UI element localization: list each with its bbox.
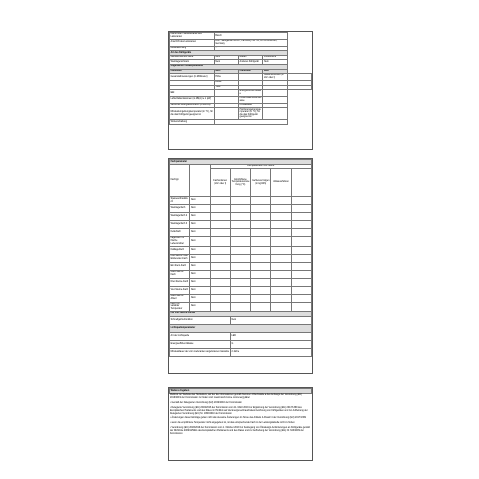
general-row — [170, 120, 312, 125]
extra-label: Schnellgefrierfunktion — [170, 316, 231, 324]
extra-label: Energieeffizienzklasse — [170, 340, 231, 348]
general-row — [170, 96, 312, 103]
row-cell: Weinlagerschrank — [170, 60, 215, 65]
compartment-value: Nein — [190, 221, 210, 229]
row-cell — [214, 96, 238, 103]
row-cell: Bauart — [239, 55, 263, 60]
four-star-section-title: Für Vier-Sterne-Fächer — [170, 311, 312, 316]
additional-info-text — [169, 394, 312, 439]
compartment-value: Nein — [190, 294, 210, 302]
row-cell: Nein — [214, 55, 238, 60]
compartment-row — [170, 197, 312, 205]
row-cell — [263, 90, 287, 97]
compartment-value: Nein — [190, 246, 210, 254]
general-parameters-table — [169, 32, 312, 125]
row-cell: Energieeffizienzklasse — [239, 90, 262, 95]
row-cell — [214, 90, 238, 97]
col-fachtyp: Fachtyp — [170, 164, 190, 197]
row-label: Winterschaltung — [170, 120, 215, 125]
compartment-name: Kaltlagerfach — [170, 246, 190, 254]
row-value: Bosch — [214, 33, 287, 40]
compartment-value: Nein — [190, 270, 210, 278]
row-cell: Höhe — [214, 74, 238, 81]
product-info-sheet-compartments — [168, 158, 313, 374]
row-cell: Geräuscharmes Gerät — [170, 55, 215, 60]
compartment-value: Nein — [190, 213, 210, 221]
info-paragraph: • Gemäß der Delegierten Verordnung (EU) 2019/2016 der Kommission — [170, 401, 242, 404]
compartment-name: Weinlagerfach — [170, 205, 190, 213]
compartment-name: Speiseschrankfach — [170, 197, 190, 205]
row-value: BSH Hausgeräte GmbH, Carl-Wery-Str. 34, 81739 München, Germany — [214, 39, 287, 46]
col-temperature: Empfohlene Temperatureinstellung (°C) — [230, 169, 250, 197]
row-cell — [214, 108, 238, 120]
row-cell: Tiefe — [214, 85, 238, 90]
row-value — [214, 120, 287, 125]
row-label: Modellkennung — [170, 46, 215, 51]
extra-row — [170, 316, 312, 324]
row-cell: Nein — [263, 60, 287, 65]
compartment-row — [170, 205, 312, 213]
row-cell: Parameter — [239, 69, 263, 74]
row-cell: Gesamtvolumen (in dm³ oder l) — [263, 74, 287, 81]
row-cell: Luftschallemissionsklasse — [239, 97, 262, 102]
extra-row — [170, 332, 312, 340]
extra-value: G — [230, 340, 311, 348]
row-cell — [239, 74, 263, 81]
row-cell — [287, 74, 311, 81]
general-row — [170, 108, 312, 120]
compartment-section-title: Fachparameter — [170, 160, 312, 165]
extra-row — [170, 340, 312, 348]
info-paragraph: Weblink zur Website des Herstellers, auf der die Informationen gemäß Nummer 4 Buchstabe a des Anhangs der Verordnung (EU) 2019/2019 der Kommission zu finden sind: www.bosch-home.com/energylabel — [170, 394, 302, 400]
row-cell: Klimaklasse — [239, 103, 263, 108]
row-label: Name oder Handelsmarke des Lieferanten — [170, 33, 215, 40]
general-row — [170, 33, 312, 40]
col-freezing: Gefriervermögen (in kg/24h) — [251, 169, 271, 197]
compartment-parameters-table — [169, 159, 312, 357]
extra-value: LED — [230, 332, 311, 340]
compartment-value: Nein — [190, 229, 210, 237]
extra-row — [170, 348, 312, 356]
row-cell: Höchstumgebungstemperatur (in °C), für die das Kühlgerät geeignet ist — [239, 108, 263, 120]
compartment-row — [170, 278, 312, 286]
general-row — [170, 90, 312, 97]
row-cell: Jährlicher Energieverbrauch (in kWh/a) — [170, 103, 215, 108]
row-cell — [263, 108, 287, 120]
general-row — [170, 39, 312, 46]
row-cell: Mindestumgebungstemperatur (in °C), für die das Kühlgerät geeignet ist — [170, 108, 215, 120]
compartment-row — [170, 270, 312, 278]
row-cell — [287, 85, 311, 90]
compartment-value: Nein — [190, 237, 210, 246]
row-cell: Freistehend — [263, 55, 287, 60]
info-paragraph: • Änderungen dieser Einträge gelten nicht als relevante Änderungen im Sinne des Artikels 4 Absatz 4 der Verordnung (EU) 2017/1369 — [170, 417, 306, 420]
extra-value: Nein — [230, 316, 311, 324]
row-cell: EEI — [170, 90, 215, 97]
general-row — [170, 74, 312, 81]
compartment-row — [170, 237, 312, 246]
row-label: Allgemeine Produktparameter — [170, 64, 288, 69]
compartment-name: Drei-Sterne-Fach — [170, 278, 190, 286]
compartment-row — [170, 302, 312, 311]
compartment-name: Zwei-Sterne-Abteil — [170, 294, 190, 302]
col-volume: Fachvolumen (dm³ oder l) — [210, 169, 230, 197]
compartment-name: Vier-Sterne-Fach — [170, 286, 190, 294]
extra-label: Mindestdauer der vom Lieferanten angebotenen Garantie — [170, 348, 231, 356]
row-value: ... — [214, 46, 287, 51]
compartment-value: Nein — [190, 205, 210, 213]
compartment-row — [170, 262, 312, 270]
compartment-value: Nein — [190, 278, 210, 286]
compartment-name: Weinlagerfach 3 — [170, 221, 190, 229]
row-cell: Nein — [214, 60, 238, 65]
info-paragraph: • wenn die empfohlene Temperatur nicht angegeben ist, ist das entsprechende Fach in der Leistungstabelle nicht zu finden — [170, 422, 295, 425]
compartment-row — [170, 221, 312, 229]
compartment-value: Nein — [190, 302, 210, 311]
row-cell: Breite — [214, 80, 238, 85]
compartment-row — [170, 254, 312, 262]
extra-label: Lichtquellenparameter — [170, 324, 312, 332]
compartment-name: Fach mit variabler Temperatur — [170, 302, 190, 311]
info-paragraph: • Delegierte Verordnung (EU) 2019/2016 der Kommission vom 11. März 2019 zur Ergänzung der Verordnung (EU) 2017/1369 des Europäischen Parlaments und des Rates im Hinblick auf die Energieverbrauchskennzeichnung von Kühlgeräten und zur Aufhebung der Delegierten Verordnung (EU) Nr. 1060/2010 der Kommission — [170, 406, 308, 415]
compartment-name: Null-Sterne- oder Eisbereiter-Fach — [170, 255, 189, 261]
compartment-row — [170, 294, 312, 302]
compartment-value: Nein — [190, 197, 210, 205]
col-defrost: Abtauverfahren — [271, 169, 291, 197]
compartment-name: Kellerfach — [170, 229, 190, 237]
compartment-name: Weinlagerfach 2 — [170, 213, 190, 221]
row-cell: Parameter — [170, 69, 215, 74]
compartment-value: Nein — [190, 286, 210, 294]
row-label: Anschrift des Lieferanten — [170, 39, 215, 46]
additional-info-title: Weitere Angaben — [170, 389, 312, 394]
row-cell: Luftschallemissionen (in dB(A) re 1 pW) — [170, 96, 215, 103]
extra-value: 2 Jahre — [230, 348, 311, 356]
compartment-name: Zwei-Sterne-Fach — [170, 270, 190, 278]
compartment-row — [170, 286, 312, 294]
extra-row — [170, 324, 312, 332]
extra-label: Art der Lichtquelle — [170, 332, 231, 340]
compartment-name: Ein-Stern-Fach — [170, 262, 190, 270]
compartment-value: Nein — [190, 262, 210, 270]
additional-info-box — [168, 387, 313, 461]
row-cell: Anderes Kühlgerät — [239, 60, 263, 65]
compartment-row — [170, 229, 312, 237]
compartment-value: Nein — [190, 254, 210, 262]
row-cell: Wert — [263, 69, 287, 74]
info-paragraph: • Verordnung (EU) 2019/2019 der Kommission vom 1. Oktober 2019 zur Festlegung von Ökodesign-Anforderungen an Kühlgeräte gemäß der Richtlinie 2009/125/EG des Europäischen Parlaments und des Rates und zur Aufhebung der Verordnung (EG) Nr. 643/2009 der Kommission — [170, 426, 310, 435]
row-cell: Gesamtabmessungen (in Millimeter) — [170, 74, 215, 81]
row-cell — [263, 96, 287, 103]
compartment-row — [170, 246, 312, 254]
compartment-row — [170, 213, 312, 221]
row-label: Art des Kühlgeräts — [170, 51, 288, 56]
product-info-sheet-general — [168, 31, 313, 150]
col-group-header: Fachparameter und -werte — [210, 164, 311, 169]
row-cell: Wert — [214, 69, 238, 74]
compartment-name: Lagerfach für frische Lebensmittel — [170, 237, 190, 246]
